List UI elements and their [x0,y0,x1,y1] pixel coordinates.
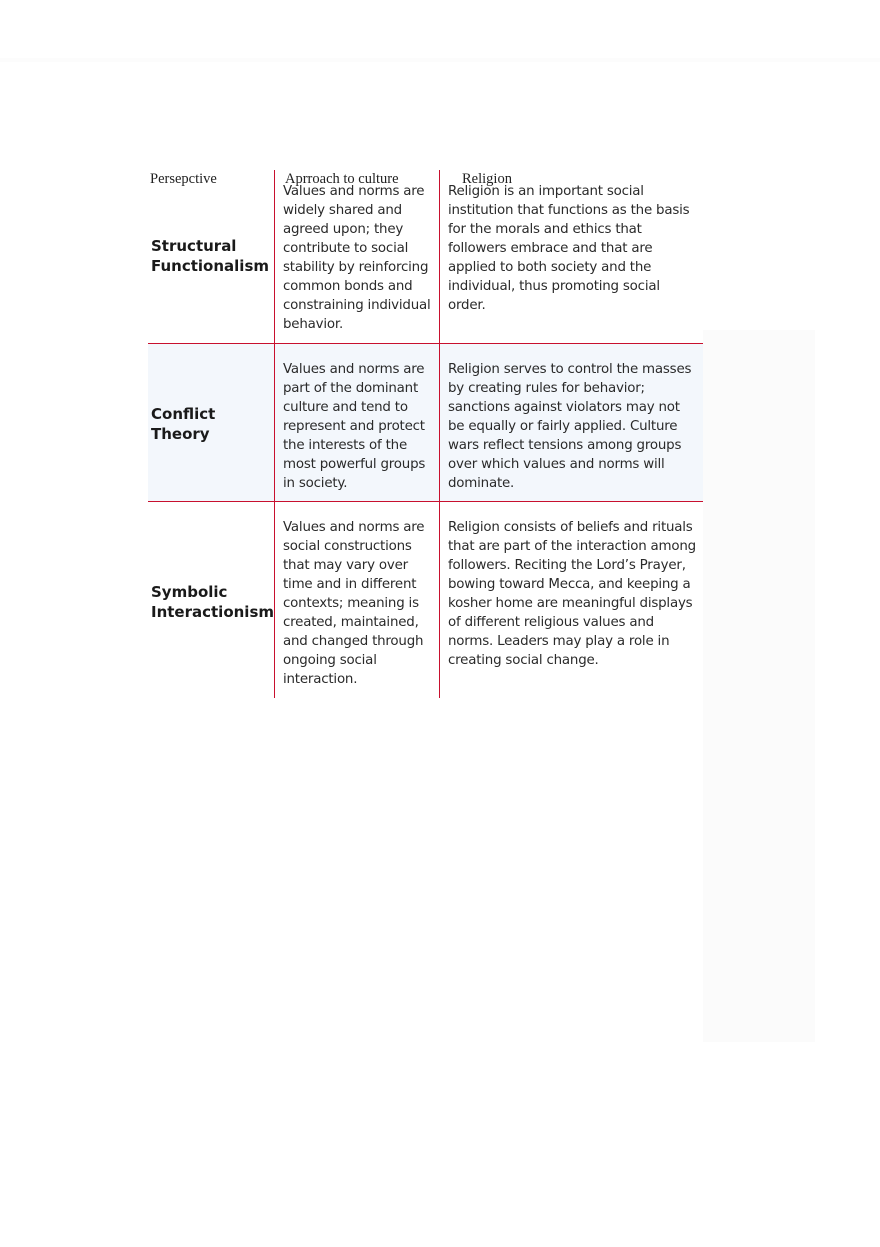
religion-cell-conflict: Religion serves to control the masses by creating rules for behavior; sanctions against violators may not be equally or fairly applied. Culture wars reflect tensions among groups over which values and norms will dominate. [448,362,692,491]
perspective-conflict-theory: Conflict Theory [151,405,216,443]
row-divider-2 [148,501,703,502]
approach-cell-symbolic: Values and norms are social constructions that may vary over time and in different contexts; meaning is created, maintained, and changed through ongoing social interaction. [283,520,425,687]
religion-cell-symbolic: Religion consists of beliefs and rituals that are part of the interaction among followers. Reciting the Lord’s Prayer, bowing toward Mecca, and keeping a kosher home are meaningful displays of different religious values and norms. Leaders may play a role in creating social change. [448,520,696,668]
religion-cell-structural: Religion is an important social institution that functions as the basis for the morals and ethics that followers embrace and that are applied to both society and the individual, thus promoting social order. [448,184,690,313]
perspective-symbolic-interactionism: Symbolic Interactionism [151,583,275,621]
scan-shadow-right [703,330,815,1042]
approach-cell-conflict: Values and norms are part of the dominant culture and tend to represent and protect the interests of the most powerful groups in society. [283,362,426,491]
column-divider-1 [274,170,275,698]
row-divider-1 [148,343,703,344]
header-religion: Religion [462,171,512,187]
perspective-structural-functionalism: Structural Functionalism [151,237,270,275]
scan-shadow-top [0,58,880,62]
header-perspective: Persepctive [150,171,217,187]
approach-cell-structural: Values and norms are widely shared and agreed upon; they contribute to social stability by reinforcing common bonds and constraining individual behavior. [283,184,431,332]
column-divider-2 [439,170,440,698]
header-approach-to-culture: Aprroach to culture [285,171,399,187]
